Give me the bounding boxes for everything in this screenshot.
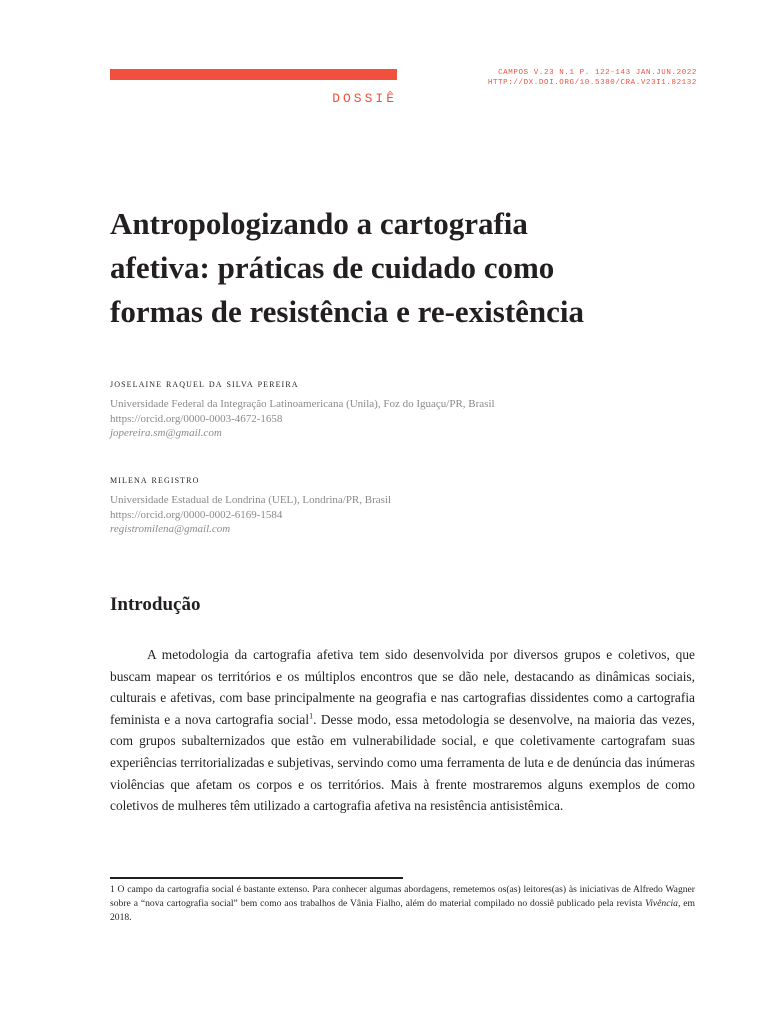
journal-volume-info: CAMPOS V.23 N.1 P. 122-143 JAN.JUN.2022 (498, 69, 697, 77)
introduction-paragraph (110, 644, 695, 817)
author-block-1 (110, 377, 495, 441)
author-block-2 (110, 473, 391, 537)
author-name: milena registro (110, 474, 200, 486)
author-email[interactable]: jopereira.sm@gmail.com (110, 427, 222, 439)
title-line: afetiva: práticas de cuidado como (110, 250, 555, 285)
author-email[interactable]: registromilena@gmail.com (110, 523, 231, 535)
footnote-reference[interactable]: 1 (309, 711, 314, 721)
footnote-divider (110, 877, 403, 879)
paragraph-text: A metodologia da cartografia afetiva tem sido desenvolvida por diversos grupos e coletivos, que buscam mapear os territórios e os múltiplos encontros que se dão nele, destacando as dinâmicas sociais, culturais e afetivas, com base principalmente na geografia e nas cartografias dissidentes como a cartografia feminista e a nova cartografia social (110, 647, 695, 727)
paragraph-text: . Desse modo, essa metodologia se desenvolve, na maioria das vezes, com grupos subalternizados que estão em vulnerabilidade social, e que coletivamente cartografam suas experiências territorializadas e subjetivas, servindo como uma ferramenta de luta e de denúncia das inúmeras violências que afetam os corpos e os territórios. Mais à frente mostraremos alguns exemplos de como coletivos de mulheres têm utilizado a cartografia afetiva na resistência antisistêmica. (110, 711, 695, 814)
author-affiliation: Universidade Federal da Integração Latinoamericana (Unila), Foz do Iguaçu/PR, Brasil (110, 398, 495, 410)
author-orcid[interactable]: https://orcid.org/0000-0002-6169-1584 (110, 508, 283, 521)
author-name: joselaine raquel da silva pereira (110, 378, 299, 390)
introduction-heading: Introdução (110, 594, 201, 615)
article-title (110, 202, 710, 334)
footnote-text: 1 O campo da cartografia social é bastante extenso. Para conhecer algumas abordagens, remetemos os(as) leitores(as) às iniciativas de Alfredo Wagner sobre a “nova cartografia social” bem como aos trabalhos de Vânia Fialho, além do material compilado no dossiê publicado pela revista (110, 884, 695, 909)
author-orcid[interactable]: https://orcid.org/0000-0003-4672-1658 (110, 412, 283, 425)
footnote-text: , em 2018. (110, 898, 695, 923)
header-accent-bar (110, 69, 397, 80)
footnote-journal: Vivência (645, 898, 678, 909)
journal-meta (488, 68, 697, 88)
title-line: Antropologizando a cartografia (110, 206, 528, 241)
title-line: formas de resistência e re-existência (110, 294, 585, 329)
doi-link[interactable]: HTTP://DX.DOI.ORG/10.5380/CRA.V23I1.82132 (487, 79, 697, 87)
author-affiliation: Universidade Estadual de Londrina (UEL), Londrina/PR, Brasil (110, 494, 392, 506)
footnote (110, 883, 695, 925)
section-label: DOSSIÊ (332, 91, 397, 106)
